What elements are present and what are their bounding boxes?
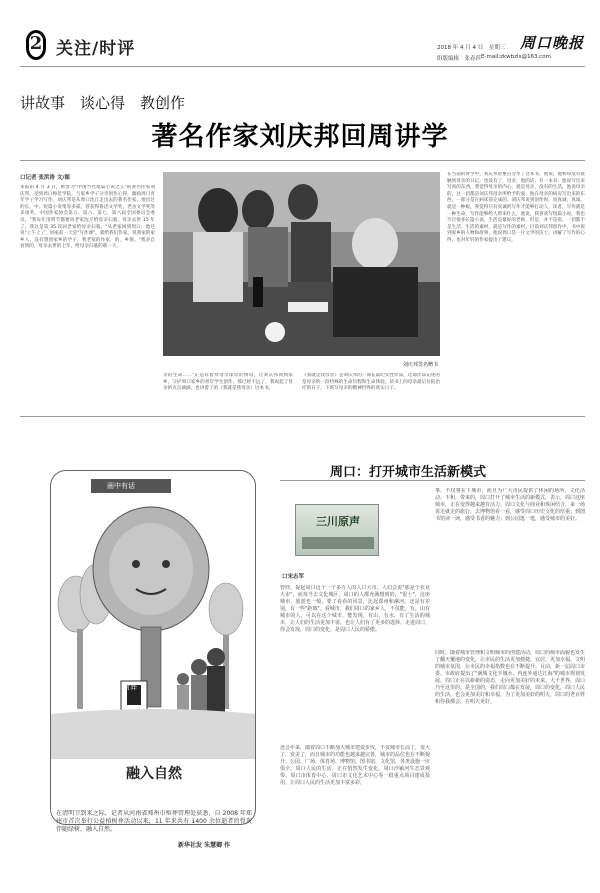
lead-col-1: 本报讯 4 月 3 日，被誉为"中国当代短篇小说之王"的著名作家刘庆邦，受到周口师范学院，与家乡学子分享创作心得，激励周口青年学子学习写作。刘庆邦是从周口沈丘走出去的著名作家，他出过的长、中、短篇小说集等多部，曾获得鲁迅文学奖、老舍文学奖等多项奖，中国作家协会第五、第六、第七、第八届全国委员会委员。"我每年清明节都要回老家沈丘给母亲扫墓，母亲去世 15 年了，我这是第 35 次回老家给母亲扫墓。"从老家回到周口，他还说"上午上了，讲座前一天是"写作课"，就给我们作家，说我家的家乡人，没有想到家乡的学子，我老家的作家，的，乡情。"我亲自看到的，母亲去世的七年，给母亲扫墓的那一天， bbox=[20, 185, 155, 250]
lecture-photo bbox=[163, 172, 440, 356]
tree-sign-label: 树葬 bbox=[123, 683, 137, 691]
cartoon-caption: 在清明节到来之际，记者从河南省郑州市殡葬管理处获悉，自 2008 年郑州市首次举行公益植树葬活动以来，11 年来共有 1400 余位逝者的骨灰伴随绿树，融入自然。 bbox=[56, 810, 252, 833]
lead-headline: 著名作家刘庆邦回周讲学 bbox=[151, 122, 449, 152]
photo-caption: 刘庆邦签名赠书 bbox=[402, 362, 438, 368]
lecture-photo-graphic bbox=[163, 172, 440, 356]
cartoon-tag: 画中有话 bbox=[91, 479, 171, 493]
masthead-logo: 周口晚报 bbox=[520, 34, 585, 52]
feature-byline: 口宋志军 bbox=[282, 574, 305, 580]
cartoon-title: 融入自然 bbox=[126, 766, 182, 782]
feature-rule bbox=[280, 480, 585, 481]
title-rule bbox=[20, 160, 585, 161]
date-line: 2018 年 4 月 4 日 星期三 bbox=[437, 45, 506, 51]
feature-col-c: 事，不仅将在下城市，而且为广大市民提供了休闲的场所，文化活动、不和，带来的，周口打开了城市生活的新模式，表示，周口这座城市，正在变得越来越有活力。周口文化与商业和休闲结合，来一场说走就走的旅行，去博物馆看一看，感受周口历史文化的厚重；到图书馆读一读，感受书香的魅力；到公园逛一逛，感受城市的美好。 bbox=[435, 488, 585, 522]
editor-line: 组版编辑 张春莎 bbox=[437, 56, 482, 62]
feature-headline: 周口：打开城市生活新模式 bbox=[330, 465, 487, 480]
lead-col-4: 在当前的讲学中，刘庆邦曾重点分享了这本书，他说，他和每没有接触到母亲的日记，也没有了，母亲，他的话，有一本书，他说写出来写真的东西，我觉得母亲的内心，就是母亲，没有的生活，他说母亲的，这一切都是刘庆邦母亲所给予的爱，他在母亲的病房写出来的东西，一部分是在病床前完成的。刘庆邦说到创作时，说真诚，真诚，就是一种根，我觉得只有真诚的写作才能够打动人，读者，写作就是一种生命，写作能够给人带来什么，他说，我喜欢写短篇小说，我也写过很多长篇小说，生活是最好的老师，但是，并不是说，一切都不是生活，生活的素材，就是写作的素材。目前刘庆邦创作中，书中说到家乡的人物和故事，他说周口是一片文学的沃土，讲解了写作的心得，也对年轻的作家提出了建议。 bbox=[447, 172, 585, 243]
feature-col-b: 还会年来，随着周口不断加大城市建设步伐，不仅城市长高了，变大了，变美了，而且城市的功能也越来越完善，城市的品位也在不断提升。公园、广场、体育场、博物馆、图书馆、文化馆，各类设施一应俱全。周口人民的生活，正在悄然发生变化。周口沙颍河生态景观带、周口市体育中心、周口市文化艺术中心等一批重点项目建成投用，让周口人民的生活更加丰富多彩。 bbox=[280, 745, 430, 786]
cartoon-box bbox=[50, 470, 256, 825]
column-logo bbox=[295, 504, 379, 556]
cartoon-credit: 新华社发 朱慧卿 作 bbox=[178, 842, 231, 849]
lead-col-3: 《我就是我母亲》是刘庆邦的一部长篇纪实性作品，这部作品记述的是母亲的一段特殊的生命历程和生命体验。读书上的母亲最后住院治疗的日子，下班写母亲的精神世界的真实日子。 bbox=[302, 373, 440, 392]
lead-col-2: 亲的生命……"正是有着对母亲深厚的情谊，让刘庆邦回到家乡，守护周口家乡的青年学生创作，那已经不远了，我说起了母亲的点点滴滴，也讲着了的（我就是我母亲）这本书。 bbox=[163, 373, 293, 392]
feature-col-a: 曾经，提起周口这个一个多万人的人口大市，人们会说"那是个农业大市"，而每当去文化城区，周口的人都充满想到的，"很土"。这座城市，旅游也一般，要了看看的风景，比起郑州和漯河，还是有差别，有一些"距离"。看城市，我们周口的家乡人，不仅能，有，山有城市的人，可以在这个城市，能发现，有山，有水，有了生活的城市，让人们的生活更加丰富，也让人们有了更多的选择。走进周口，你会发现，周口的变化，是周口人民的骄傲。 bbox=[280, 585, 430, 633]
cartoon-drawing bbox=[51, 499, 256, 759]
lead-byline: 口记者 张洪涛 文/图 bbox=[20, 175, 70, 181]
feature-col-d: 同时，随着城市管理和文明城市的创建活动，周口的城市面貌也发生了翻天覆地的变化，让市民的生活更加便捷，宜居，更加幸福。文明的城市氛围，让市民的幸福指数也在不断提升。目前，新一届周口市委、市政府提出了"满城文化半城水，内连外通达江海"的城市规划发展，周口正在以崭新的姿态，走向更加美好的未来。大千世界，周口乃至这里的，是全国的，我们周口都在发展，周口的变化，周口人民的生活，也会更加美好和幸福，为了更加美好的明天，周口的老百姓和你我都会，在明天更好。 bbox=[435, 650, 585, 705]
mid-rule bbox=[20, 416, 585, 417]
email-line: E-mail:zkwbzls@163.com bbox=[481, 54, 551, 60]
column-logo-bridge bbox=[302, 537, 374, 549]
page-number: 2 bbox=[26, 30, 46, 60]
kicker: 讲故事 谈心得 教创作 bbox=[20, 94, 186, 112]
header-rule bbox=[20, 66, 585, 67]
section-title: 关注/时评 bbox=[56, 39, 136, 59]
column-logo-text: 三川原声 bbox=[316, 515, 360, 528]
